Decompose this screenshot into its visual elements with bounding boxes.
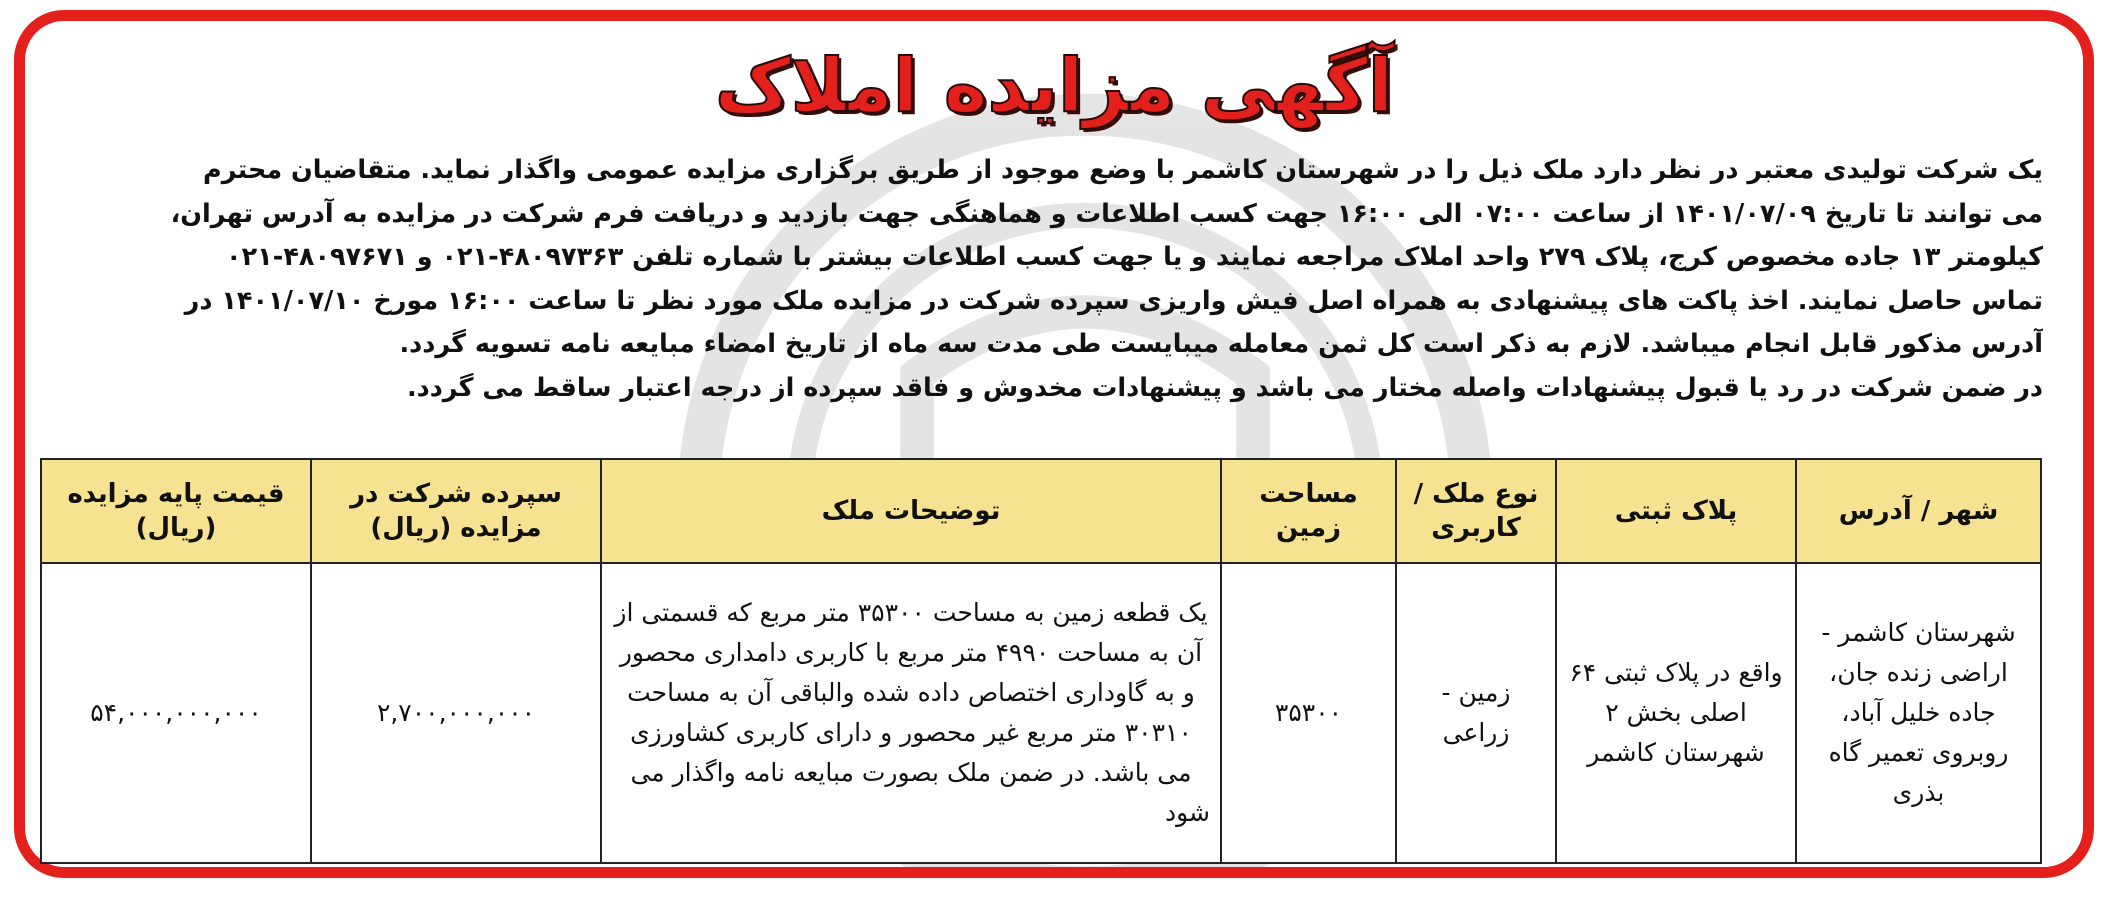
notice-line: می توانند تا تاریخ ۱۴۰۱/۰۷/۰۹ از ساعت ۰۷:۰۰ الی ۱۶:۰۰ جهت کسب اطلاعات و هماهنگی جهت بازدید و دریافت فرم شرکت در مزایده به آدرس تهران، bbox=[170, 198, 2043, 229]
header-plaque: پلاک ثبتی bbox=[1556, 459, 1796, 563]
notice-body bbox=[65, 149, 2043, 410]
header-address: شهر / آدرس bbox=[1796, 459, 2041, 563]
auction-table bbox=[40, 458, 2042, 864]
notice-line: در ضمن شرکت در رد یا قبول پیشنهادات واصله مختار می باشد و پیشنهادات مخدوش و فاقد سپرده از درجه اعتبار ساقط می گردد. bbox=[406, 372, 2043, 403]
cell-deposit: ۲,۷۰۰,۰۰۰,۰۰۰ bbox=[311, 563, 601, 863]
notice-line: تماس حاصل نمایند. اخذ پاکت های پیشنهادی به همراه اصل فیش واریزی سپرده شرکت در مزایده ملک مورد نظر تا ساعت ۱۶:۰۰ مورخ ۱۴۰۱/۰۷/۱۰ در bbox=[184, 285, 2043, 316]
notice-line: آدرس مذکور قابل انجام میباشد. لازم به ذکر است کل ثمن معامله میبایست طی مدت سه ماه از تاریخ امضاء مبایعه نامه تسویه گردد. bbox=[399, 329, 2043, 359]
cell-description: یک قطعه زمین به مساحت ۳۵۳۰۰ متر مربع که قسمتی از آن به مساحت ۴۹۹۰ متر مربع با کاربری دامداری محصور و به گاوداری اختصاص داده شده والباقی آن به مساحت ۳۰۳۱۰ متر مربع غیر محصور و دارای کاربری کشاورزی می باشد. در ضمن ملک بصورت مبایعه نامه واگذار می شود bbox=[601, 563, 1221, 863]
notice-title: آگهی مزایده املاک bbox=[714, 43, 1394, 129]
table-row bbox=[41, 563, 2041, 863]
cell-area: ۳۵۳۰۰ bbox=[1221, 563, 1396, 863]
table-header-row bbox=[41, 459, 2041, 563]
header-deposit: سپرده شرکت در مزایده (ریال) bbox=[311, 459, 601, 563]
cell-type: زمین - زراعی bbox=[1396, 563, 1556, 863]
notice-line: یک شرکت تولیدی معتبر در نظر دارد ملک ذیل را در شهرستان کاشمر با وضع موجود از طریق برگزاری مزایده عمومی واگذار نماید. متقاضیان محترم bbox=[203, 155, 2043, 185]
cell-plaque: واقع در پلاک ثبتی ۶۴ اصلی بخش ۲ شهرستان کاشمر bbox=[1556, 563, 1796, 863]
header-type: نوع ملک / کاربری bbox=[1396, 459, 1556, 563]
header-description: توضیحات ملک bbox=[601, 459, 1221, 563]
notice-line: کیلومتر ۱۳ جاده مخصوص کرج، پلاک ۲۷۹ واحد املاک مراجعه نمایند و یا جهت کسب اطلاعات بیشتر با شماره تلفن ۴۸۰۹۷۳۶۳-۰۲۱ و ۴۸۰۹۷۶۷۱-۰۲۱ bbox=[226, 242, 2043, 272]
header-area: مساحت زمین bbox=[1221, 459, 1396, 563]
cell-base-price: ۵۴,۰۰۰,۰۰۰,۰۰۰ bbox=[41, 563, 311, 863]
cell-address: شهرستان کاشمر - اراضی زنده جان، جاده خلیل آباد، روبروی تعمیر گاه بذری bbox=[1796, 563, 2041, 863]
header-base-price: قیمت پایه مزایده (ریال) bbox=[41, 459, 311, 563]
